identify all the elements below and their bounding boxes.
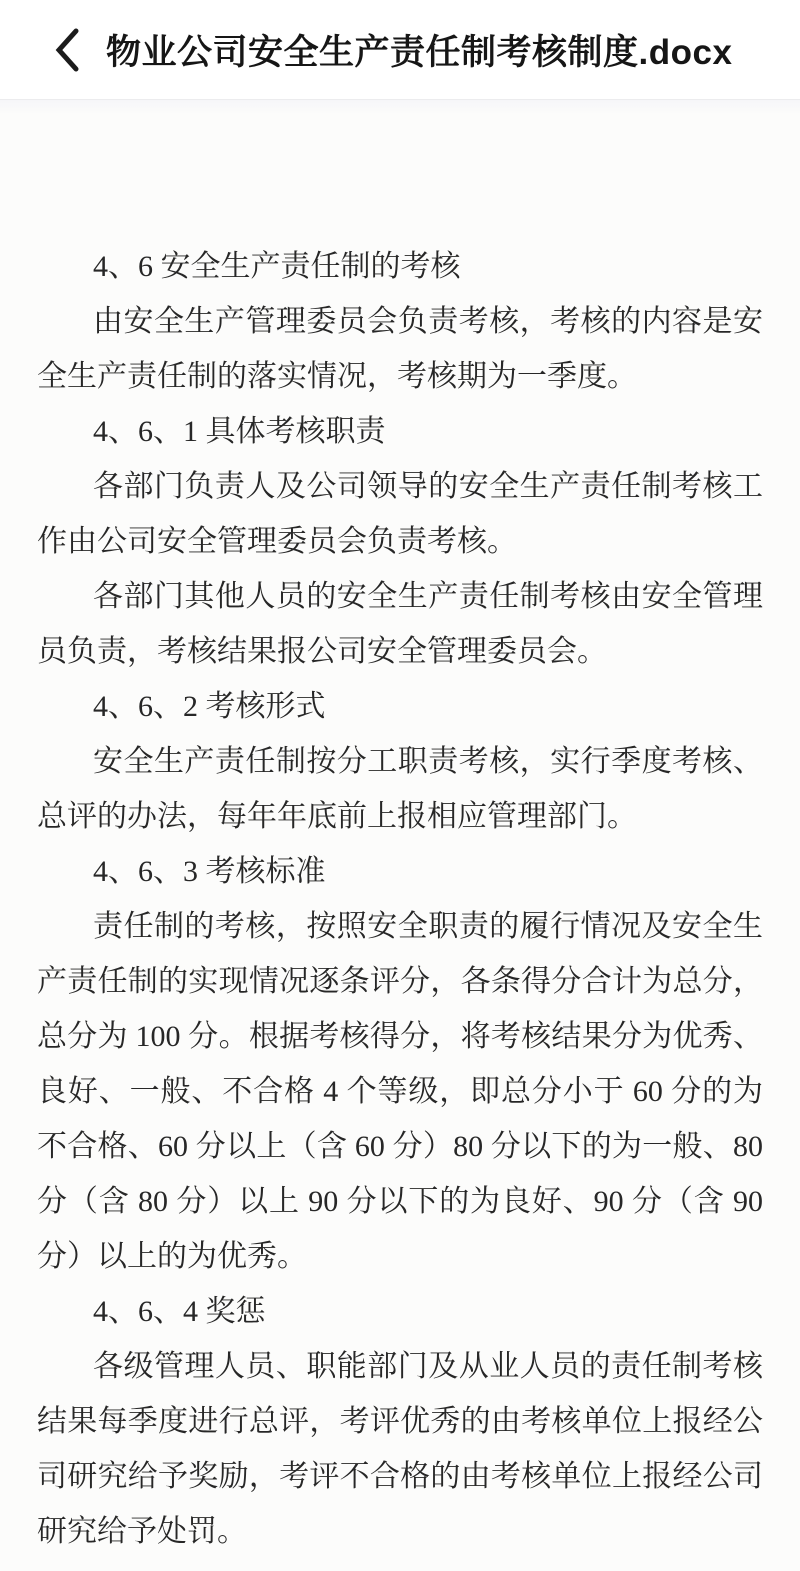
document-paragraph: 安全生产责任制按分工职责考核，实行季度考核、总评的办法，每年年底前上报相应管理部门。 <box>37 745 763 833</box>
section-heading: 4、6、3 考核标准 <box>93 855 326 888</box>
section-heading: 4、6 安全生产责任制的考核 <box>93 250 461 283</box>
back-button[interactable] <box>52 26 82 74</box>
document-page <box>0 115 800 1559</box>
chevron-left-icon <box>54 28 80 72</box>
document-title: 物业公司安全生产责任制考核制度.docx <box>106 32 733 72</box>
title-bar <box>0 0 800 100</box>
document-paragraph: 各级管理人员、职能部门及从业人员的责任制考核结果每季度进行总评，考评优秀的由考核单位上报经公司研究给予奖励，考评不合格的由考核单位上报经公司研究给予处罚。 <box>37 1350 763 1548</box>
section-heading: 4、6、4 奖惩 <box>93 1295 266 1328</box>
section-heading: 4、6、1 具体考核职责 <box>93 415 386 448</box>
document-body <box>37 239 763 1559</box>
document-paragraph: 由安全生产管理委员会负责考核，考核的内容是安全生产责任制的落实情况，考核期为一季度。 <box>37 305 763 393</box>
document-paragraph: 各部门负责人及公司领导的安全生产责任制考核工作由公司安全管理委员会负责考核。 <box>37 470 763 558</box>
document-paragraph: 责任制的考核，按照安全职责的履行情况及安全生产责任制的实现情况逐条评分，各条得分合计为总分，总分为 100 分。根据考核得分，将考核结果分为优秀、良好、一般、不合格 4 个等级，即总分小于 60 分的为不合格、60 分以上（含 60 分）80 分以下的为一般、80 分（含 80 分）以上 90 分以下的为良好、90 分（含 90 分）以上的为优秀。 <box>37 910 763 1273</box>
header-divider <box>0 100 800 115</box>
section-heading: 4、6、2 考核形式 <box>93 690 326 723</box>
document-paragraph: 各部门其他人员的安全生产责任制考核由安全管理员负责，考核结果报公司安全管理委员会。 <box>37 580 763 668</box>
